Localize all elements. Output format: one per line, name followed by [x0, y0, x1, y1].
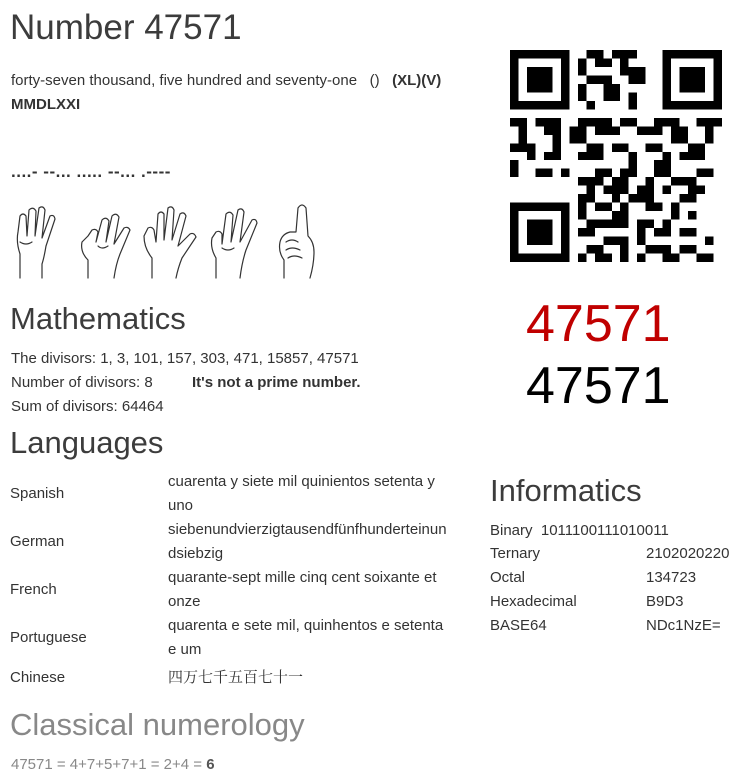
language-line2: uno: [168, 497, 194, 514]
informatics-row: [490, 566, 729, 590]
hand-one-icon: [280, 205, 315, 278]
languages-heading: Languages: [10, 425, 164, 460]
language-name: German: [10, 533, 65, 550]
informatics-value: 134723: [646, 569, 697, 586]
language-value: [168, 518, 470, 566]
informatics-value: NDc1NzE=: [646, 617, 721, 634]
language-name: French: [10, 581, 57, 598]
informatics-key: Octal: [490, 569, 526, 586]
numerology-formula: [11, 756, 215, 773]
language-line1: quarenta e sete mil, quinhentos e setenta: [168, 617, 444, 634]
informatics-value: B9D3: [646, 593, 684, 610]
binary-label: Binary: [490, 522, 533, 539]
numerology-heading: Classical numerology: [10, 707, 305, 742]
language-row: [10, 614, 470, 662]
language-name: Chinese: [10, 669, 66, 686]
informatics-row: [490, 590, 729, 614]
words-text: forty-seven thousand, five hundred and seventy-one: [11, 72, 358, 89]
divisor-count: Number of divisors: 8: [11, 374, 153, 391]
language-line2: onze: [168, 593, 201, 610]
language-value: [168, 470, 470, 518]
language-name: Spanish: [10, 485, 65, 502]
informatics-key: Hexadecimal: [490, 593, 577, 610]
language-name: Portuguese: [10, 629, 87, 646]
language-line1: siebenundvierzigtausendfünfhunderteinun: [168, 521, 447, 538]
informatics-row: [490, 614, 729, 638]
divisor-sum: Sum of divisors: 64464: [11, 398, 164, 415]
informatics-key: Ternary: [490, 545, 541, 562]
page-title: Number 47571: [10, 8, 242, 47]
informatics-row: [490, 542, 729, 566]
informatics-table: [490, 542, 729, 638]
number-display-black: 47571: [526, 357, 671, 415]
prime-status: It's not a prime number.: [192, 374, 361, 391]
language-line1: cuarenta y siete mil quinientos setenta y: [168, 473, 435, 490]
binary-value: 1011100111010011: [540, 522, 669, 539]
roman-numeral: MMDLXXI: [11, 96, 81, 113]
binary-row: [490, 522, 669, 539]
hand-four-icon: [17, 207, 55, 278]
language-row: [10, 566, 470, 614]
hand-digits-icon: [12, 202, 324, 282]
hand-seven-icon: [82, 214, 130, 278]
languages-table: [10, 470, 470, 690]
number-display-red: 47571: [526, 295, 671, 353]
language-row: [10, 470, 470, 518]
qr-code-icon: [510, 50, 722, 262]
numerology-expression: 47571 = 4+7+5+7+1 = 2+4 =: [11, 756, 203, 773]
mathematics-heading: Mathematics: [10, 301, 186, 336]
hand-seven-icon-2: [212, 209, 258, 278]
informatics-heading: Informatics: [490, 473, 642, 508]
morse-code: ....- --... ..... --... .----: [11, 162, 171, 181]
informatics-value: 2102020220: [646, 545, 730, 562]
words-roman-bold: (XL)(V): [392, 72, 442, 89]
language-value: [168, 566, 470, 614]
language-line1: quarante-sept mille cinq cent soixante et: [168, 569, 437, 586]
language-line2: dsiebzig: [168, 545, 224, 562]
words-paren: (): [369, 72, 380, 89]
hand-five-icon: [144, 207, 196, 278]
language-row: [10, 662, 470, 690]
language-row: [10, 518, 470, 566]
number-in-words: [11, 72, 441, 89]
divisors-text: The divisors: 1, 3, 101, 157, 303, 471, 15857, 47571: [11, 350, 359, 367]
informatics-key: BASE64: [490, 617, 547, 634]
language-value: [168, 614, 470, 662]
language-value: 四万七千五百七十一: [168, 669, 304, 686]
numerology-result: 6: [206, 756, 215, 773]
language-line2: e um: [168, 641, 202, 658]
